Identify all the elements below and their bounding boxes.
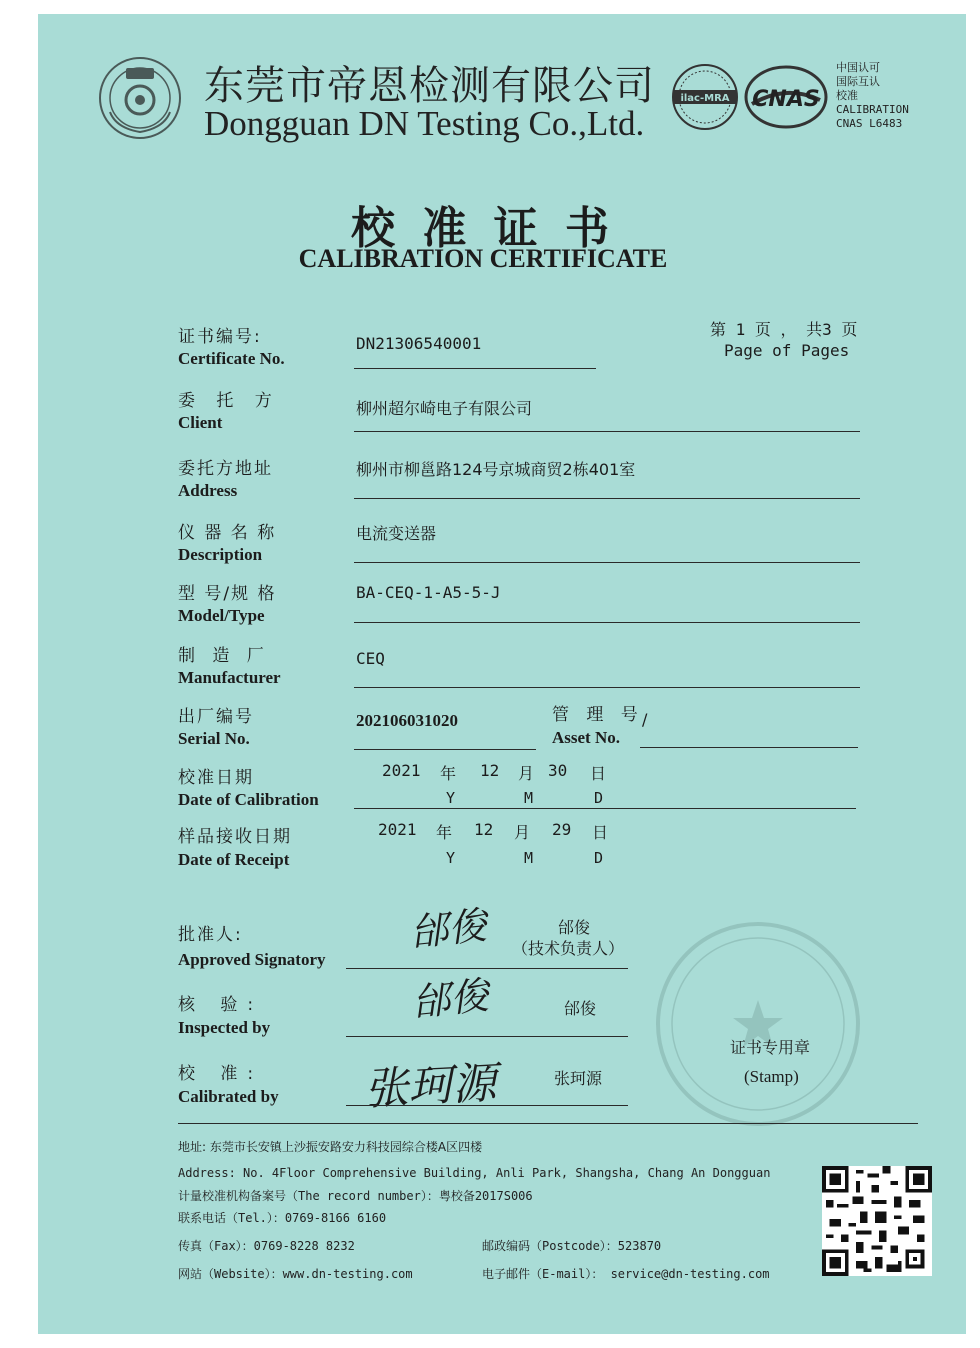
stamp-icon xyxy=(648,914,868,1134)
receipt-month: 12 xyxy=(474,820,494,839)
address-value: 柳州市柳邕路124号京城商贸2栋401室 xyxy=(356,460,636,479)
model-label-en: Model/Type xyxy=(178,606,265,625)
footer-address-en: Address: No. 4Floor Comprehensive Building, Anli Park, Shangsha, Chang An Dongguan xyxy=(178,1166,771,1180)
receipt-day: 29 xyxy=(552,820,572,839)
address-underline xyxy=(354,498,860,499)
certificate-no-label-zh: 证书编号: xyxy=(178,327,262,347)
svg-text:CNAS: CNAS xyxy=(752,87,820,112)
qr-code-icon xyxy=(822,1166,932,1276)
accreditation-text xyxy=(836,61,909,131)
inspected-label-en: Inspected by xyxy=(178,1018,271,1037)
ilac-mra-logo-icon xyxy=(670,62,740,132)
manufacturer-label-zh: 制 造 厂 xyxy=(178,646,270,666)
client-value: 柳州超尔崎电子有限公司 xyxy=(356,399,533,418)
inspected-label-zh: 核 验: xyxy=(178,995,264,1015)
cnas-logo-icon xyxy=(744,64,828,130)
calibration-m-en: M xyxy=(524,789,534,807)
inspected-name: 邰俊 xyxy=(564,999,597,1018)
calibration-day: 30 xyxy=(548,761,568,780)
client-label-en: Client xyxy=(178,413,223,432)
stamp-label-zh: 证书专用章 xyxy=(730,1038,811,1057)
receipt-date-label-zh: 样品接收日期 xyxy=(178,827,292,847)
receipt-date-label-en: Date of Receipt xyxy=(178,850,290,869)
client-label-zh: 委 托 方 xyxy=(178,391,280,411)
model-value: BA-CEQ-1-A5-5-J xyxy=(356,583,501,602)
calibration-y-en: Y xyxy=(446,789,456,807)
footer-postcode: 邮政编码（Postcode）：523870 xyxy=(482,1239,662,1253)
company-seal-icon xyxy=(96,54,184,142)
certificate-no-value: DN21306540001 xyxy=(356,334,482,353)
model-label-zh: 型 号/规 格 xyxy=(178,584,277,604)
approved-name: 邰俊 xyxy=(558,918,591,937)
approved-label-en: Approved Signatory xyxy=(178,950,326,969)
accreditation-line-4: CALIBRATION xyxy=(836,103,909,116)
accreditation-line-3: 校准 xyxy=(836,89,858,102)
approved-underline xyxy=(346,968,628,969)
footer-website: 网站（Website）：www.dn-testing.com xyxy=(178,1267,413,1281)
serial-underline xyxy=(354,749,536,750)
title-zh: 校 准 证 书 xyxy=(351,203,615,254)
description-label-zh: 仪 器 名 称 xyxy=(178,523,277,543)
receipt-d-en: D xyxy=(594,849,604,867)
receipt-year-unit: 年 xyxy=(436,823,453,842)
asset-value: / xyxy=(642,710,648,729)
serial-label-en: Serial No. xyxy=(178,729,250,748)
client-underline xyxy=(354,431,860,432)
calibrated-label-en: Calibrated by xyxy=(178,1087,279,1106)
calibration-date-underline xyxy=(354,808,856,809)
calibration-year-unit: 年 xyxy=(440,764,457,783)
footer-email: 电子邮件（E-mail）： service@dn-testing.com xyxy=(482,1267,770,1281)
company-name-en: Dongguan DN Testing Co.,Ltd. xyxy=(204,104,645,143)
calibrated-label-zh: 校 准: xyxy=(178,1064,264,1084)
certificate-no-label-en: Certificate No. xyxy=(178,349,285,368)
description-value: 电流变送器 xyxy=(356,524,437,543)
calibration-year: 2021 xyxy=(382,761,421,780)
page-info-en: Page of Pages xyxy=(724,341,850,360)
accreditation-line-1: 中国认可 xyxy=(836,61,880,74)
page-info-zh: 第 1 页 ， 共3 页 xyxy=(710,320,858,339)
approved-label-zh: 批准人: xyxy=(178,925,243,945)
address-label-en: Address xyxy=(178,481,238,500)
svg-text:ilac-MRA: ilac-MRA xyxy=(680,93,730,104)
asset-label-zh: 管 理 号 xyxy=(552,705,644,725)
calibrated-handwritten-signature: 张珂源 xyxy=(362,1057,498,1116)
calibration-date-label-en: Date of Calibration xyxy=(178,790,319,809)
footer-divider xyxy=(178,1123,918,1124)
accreditation-line-2: 国际互认 xyxy=(836,75,880,88)
receipt-day-unit: 日 xyxy=(592,823,609,842)
calibration-date-label-zh: 校准日期 xyxy=(178,768,254,788)
receipt-m-en: M xyxy=(524,849,534,867)
receipt-month-unit: 月 xyxy=(514,823,531,842)
calibrated-name: 张珂源 xyxy=(554,1069,603,1088)
stamp-label-en: (Stamp) xyxy=(744,1067,799,1086)
asset-label-en: Asset No. xyxy=(552,728,620,747)
receipt-y-en: Y xyxy=(446,849,456,867)
footer-fax: 传真（Fax）：0769-8228 8232 xyxy=(178,1239,355,1253)
serial-value: 202106031020 xyxy=(356,711,458,730)
footer-address-zh: 地址: 东莞市长安镇上沙振安路安力科技园综合楼A区四楼 xyxy=(178,1140,483,1154)
description-label-en: Description xyxy=(178,545,263,564)
certificate-sheet xyxy=(38,14,966,1334)
manufacturer-label-en: Manufacturer xyxy=(178,668,281,687)
calibration-day-unit: 日 xyxy=(590,764,607,783)
calibration-month-unit: 月 xyxy=(518,764,535,783)
certificate-no-underline xyxy=(354,368,596,369)
accreditation-line-5: CNAS L6483 xyxy=(836,117,903,130)
model-underline xyxy=(354,622,860,623)
approved-handwritten-signature: 邰俊 xyxy=(408,903,489,955)
company-name-zh: 东莞市帝恩检测有限公司 xyxy=(204,63,655,109)
serial-label-zh: 出厂编号 xyxy=(178,707,254,727)
footer-tel: 联系电话（Tel.）：0769-8166 6160 xyxy=(178,1211,387,1225)
address-label-zh: 委托方地址 xyxy=(178,459,273,479)
receipt-year: 2021 xyxy=(378,820,417,839)
footer-record: 计量校准机构备案号（The record number）：粤校备2017S006 xyxy=(178,1189,533,1203)
approved-role: （技术负责人） xyxy=(512,939,625,958)
title-en: CALIBRATION CERTIFICATE xyxy=(298,244,668,273)
manufacturer-value: CEQ xyxy=(356,649,385,668)
inspected-handwritten-signature: 邰俊 xyxy=(410,973,491,1025)
description-underline xyxy=(354,562,860,563)
inspected-underline xyxy=(346,1036,628,1037)
calibration-d-en: D xyxy=(594,789,604,807)
calibration-month: 12 xyxy=(480,761,500,780)
asset-underline xyxy=(640,747,858,748)
manufacturer-underline xyxy=(354,687,860,688)
calibrated-underline xyxy=(346,1105,628,1106)
